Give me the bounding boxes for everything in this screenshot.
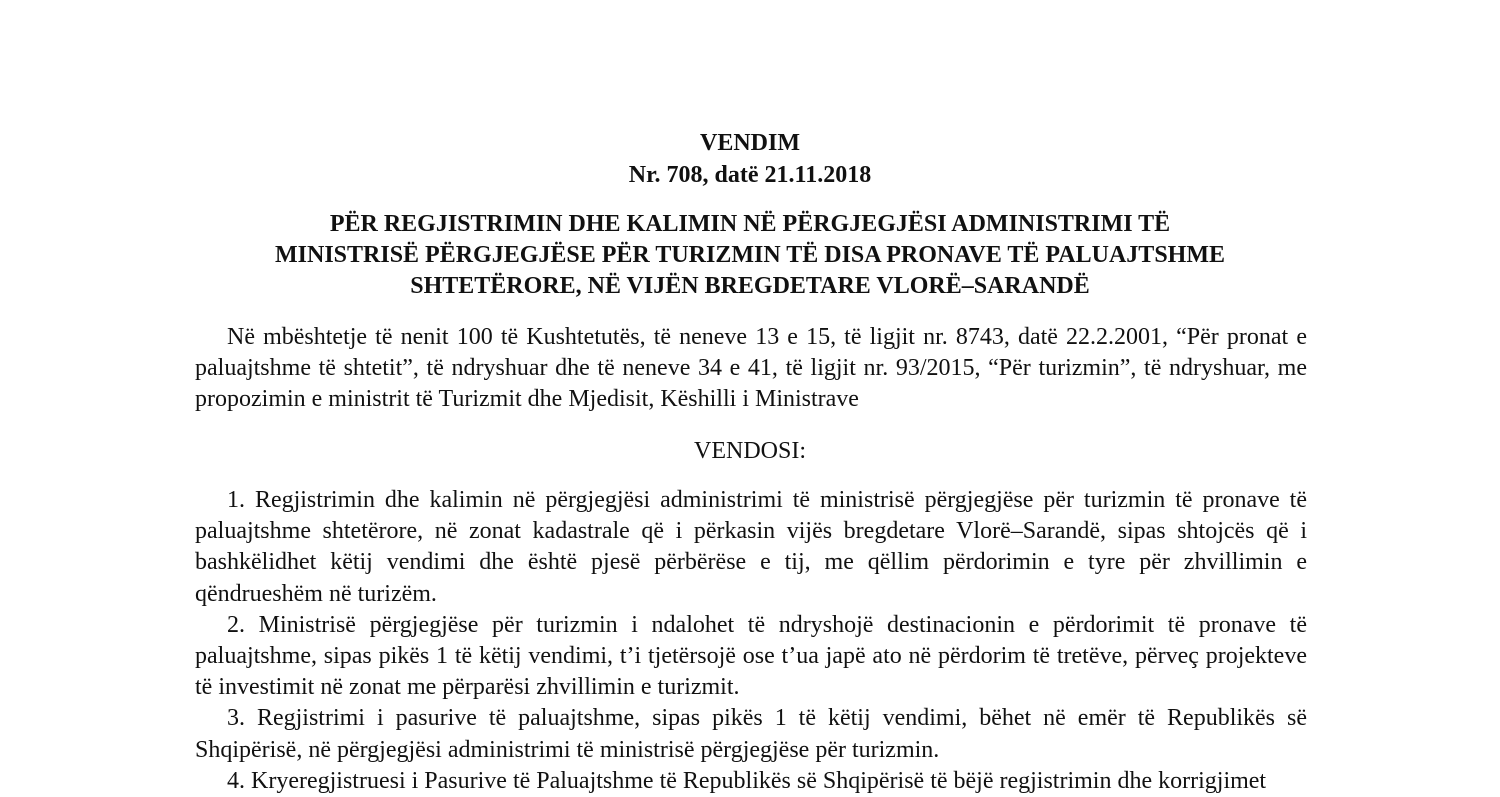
- preamble: [195, 322, 1307, 416]
- title-line: PËR REGJISTRIMIN DHE KALIMIN NË PËRGJEGJËSI ADMINISTRIMI TË: [329, 211, 1171, 237]
- decides-label: VENDOSI:: [694, 438, 806, 464]
- title-line: MINISTRISË PËRGJEGJËSE PËR TURIZMIN TË DISA PRONAVE TË PALUAJTSHME: [275, 242, 1225, 268]
- document-heading: VENDIM: [700, 130, 800, 156]
- decision-number: Nr. 708, datë 21.11.2018: [628, 162, 872, 188]
- point-1: 1. Regjistrimin dhe kalimin në përgjegjësi administrimi të ministrisë përgjegjëse për turizmin të pronave të paluajtshme shtetërore, në zonat kadastrale që i përkasin vijës bregdetare Vlorë–Sarandë, sipas shtojcës që i bashkëlidhet këtij vendimi dhe është pjesë përbërëse e tij, me qëllim përdorimin e tyre për zhvillimin e qëndrueshëm në turizëm.: [195, 487, 1307, 607]
- title-line: SHTETËRORE, NË VIJËN BREGDETARE VLORË–SARANDË: [410, 273, 1090, 299]
- point-2: 2. Ministrisë përgjegjëse për turizmin i ndalohet të ndryshojë destinacionin e përdorimit të pronave të paluajtshme, sipas pikës 1 të këtij vendimi, t’i tjetërsojë ose t’ua japë ato në përdorim të tretëve, përveç projekteve të investimit në zonat me përparësi zhvillimin e turizmit.: [195, 611, 1307, 701]
- point-3: 3. Regjistrimi i pasurive të paluajtshme, sipas pikës 1 të këtij vendimi, bëhet në emër të Republikës së Shqipërisë, në përgjegjësi administrimi të ministrisë përgjegjëse për turizmin.: [195, 705, 1307, 763]
- decision-points: [195, 485, 1307, 797]
- preamble-text: Në mbështetje të nenit 100 të Kushtetutës, të neneve 13 e 15, të ligjit nr. 8743, datë 22.2.2001, “Për pronat e paluajtshme të shtetit”, të ndryshuar dhe të neneve 34 e 41, të ligjit nr. 93/2015, “Për turizmin”, të ndryshuar, me propozimin e ministrit të Turizmit dhe Mjedisit, Këshilli i Ministrave: [195, 324, 1307, 413]
- point-4: 4. Kryeregjistruesi i Pasurive të Paluajtshme të Republikës së Shqipërisë të bëjë regjistrimin dhe korrigjimet: [227, 767, 1267, 794]
- document-title: [195, 209, 1305, 302]
